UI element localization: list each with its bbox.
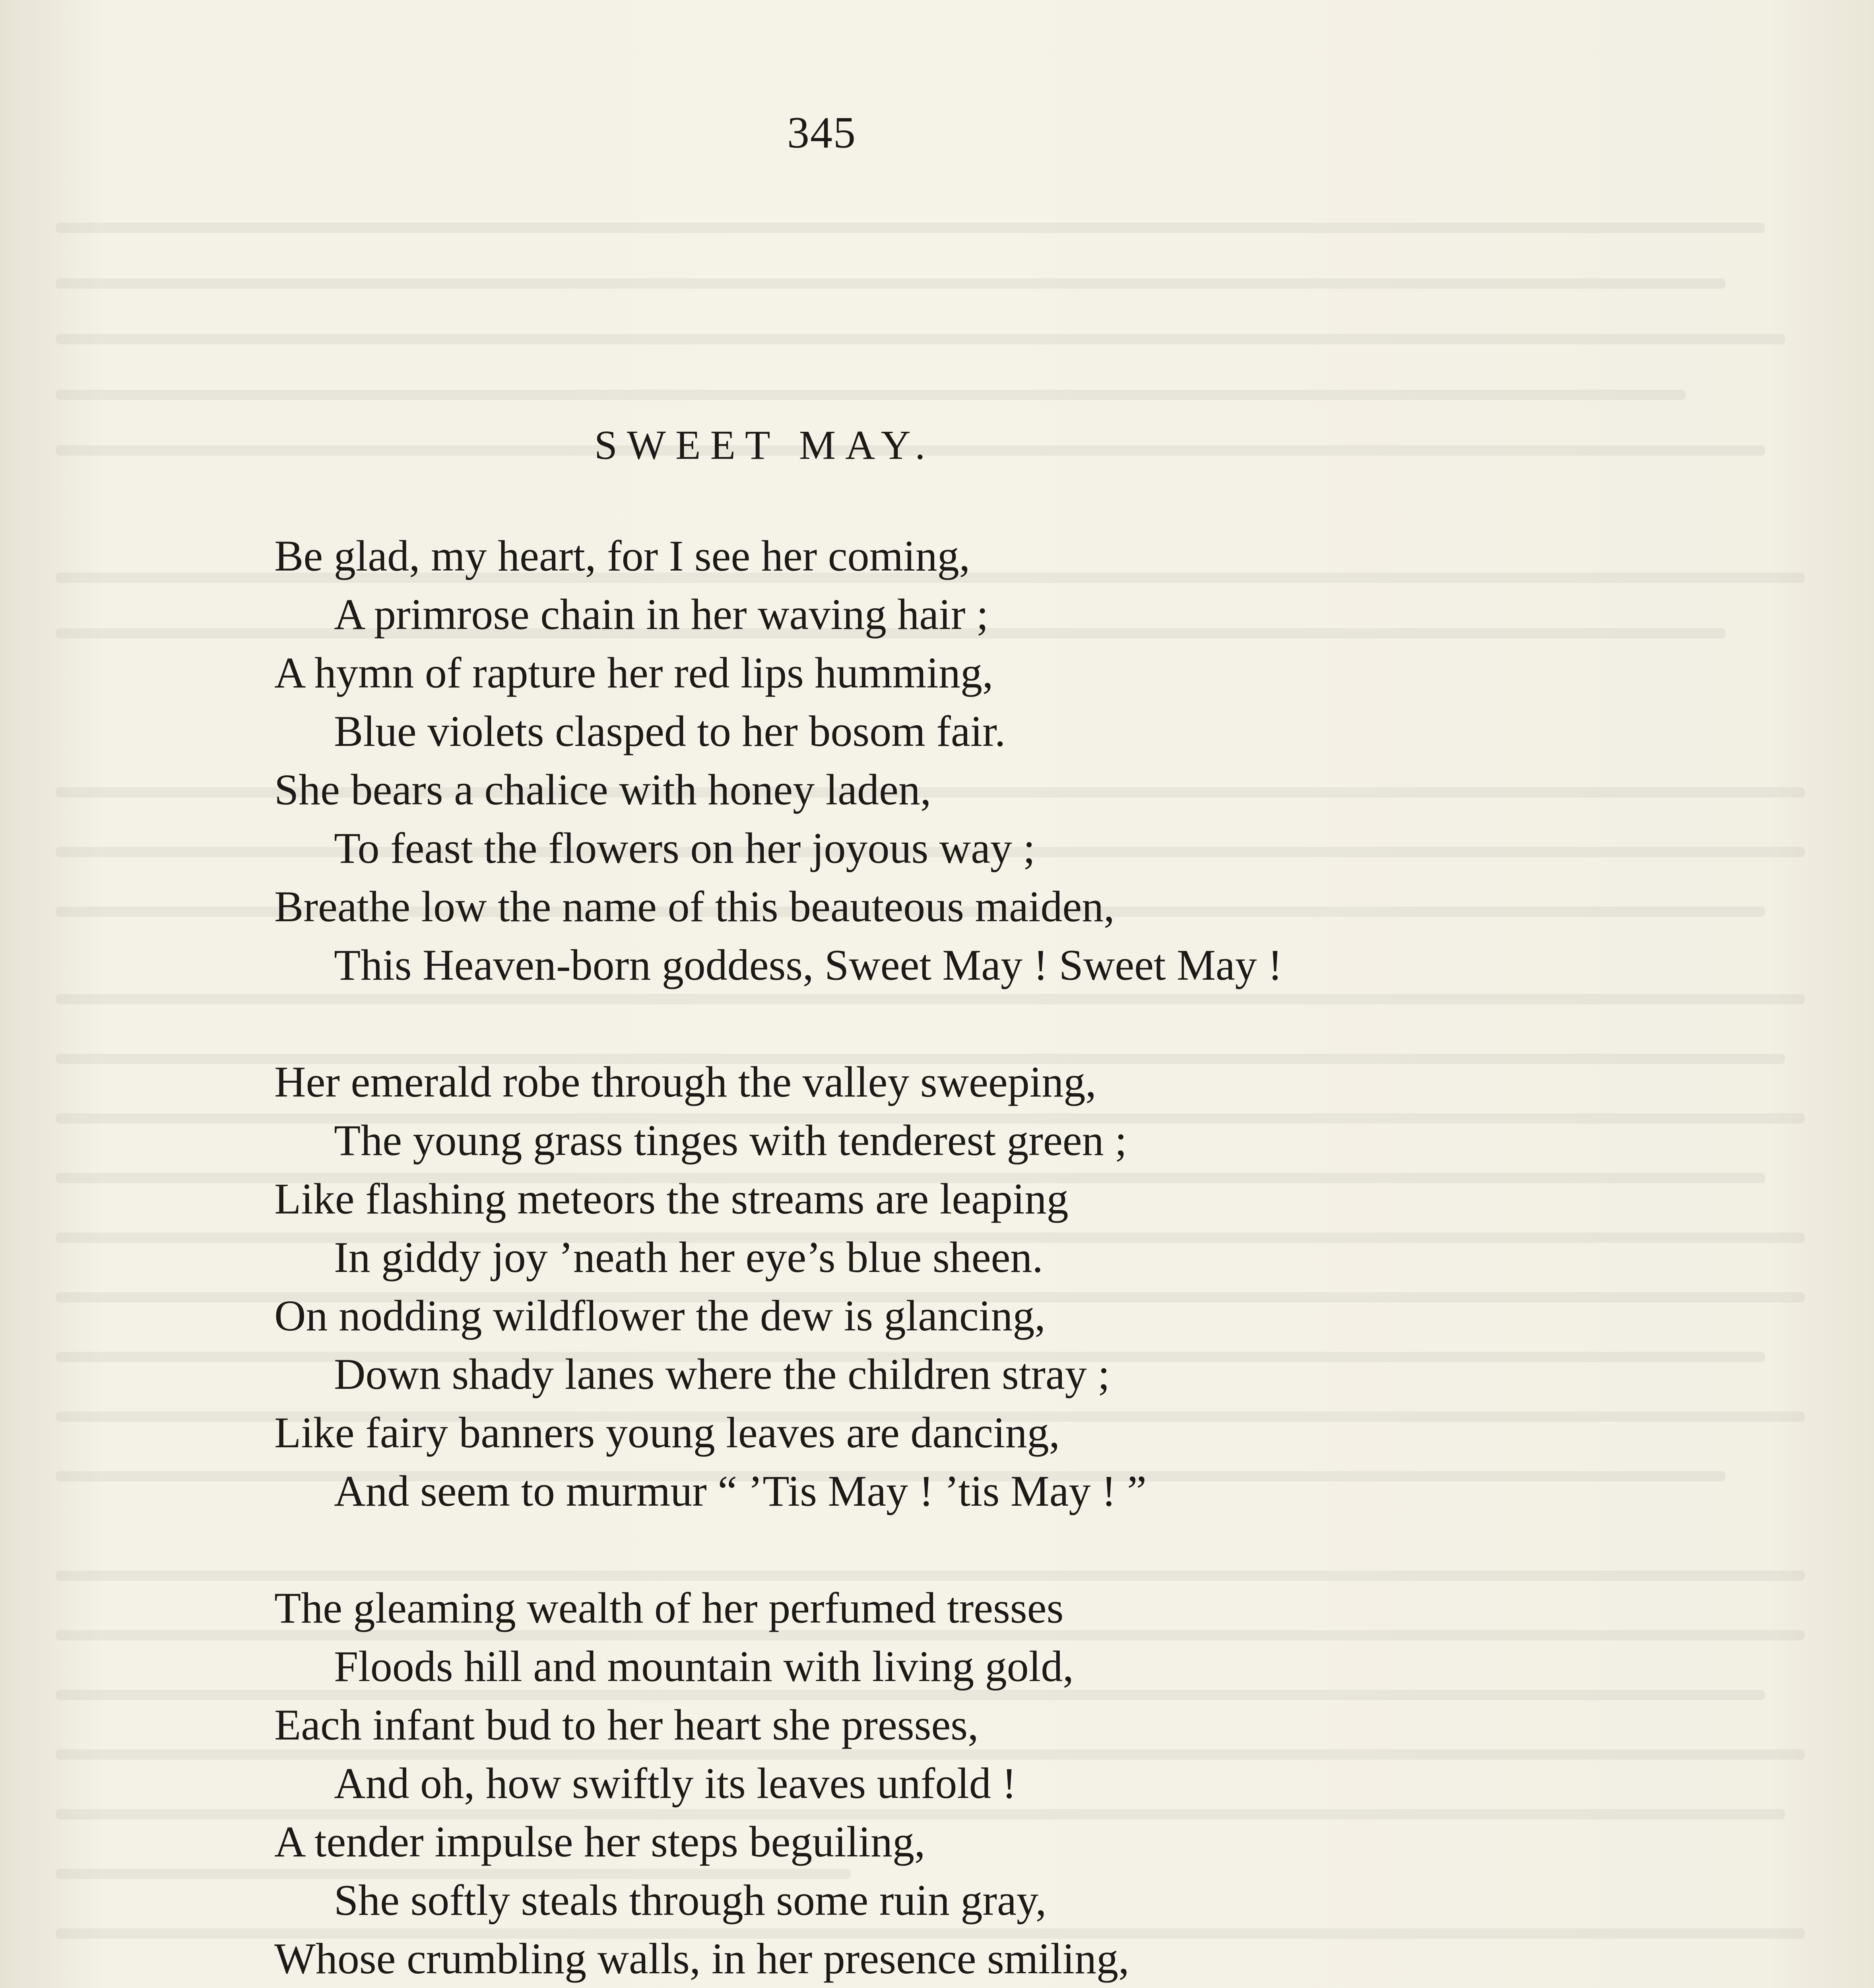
poem-body (274, 527, 1626, 1988)
poem-line: In giddy joy ’neath her eye’s blue sheen. (334, 1233, 1043, 1281)
page-number: 345 (787, 108, 856, 157)
poem-line: Down shady lanes where the children stray ; (334, 1350, 1110, 1398)
stanza-3 (274, 1579, 1626, 1988)
poem-line: Be glad, my heart, for I see her coming, (274, 532, 970, 580)
poem-line: Like flashing meteors the streams are leaping (274, 1175, 1069, 1223)
poem-line: A tender impulse her steps beguiling, (274, 1817, 925, 1866)
stanza-2 (274, 1053, 1626, 1520)
poem-line: She softly steals through some ruin gray, (334, 1876, 1047, 1924)
poem-line: Floods hill and mountain with living gold, (334, 1642, 1074, 1691)
poem-line: This Heaven-born goddess, Sweet May ! Sweet May ! (334, 941, 1282, 989)
poem-line: Breathe low the name of this beauteous maiden, (274, 882, 1115, 931)
poem-line: Like fairy banners young leaves are dancing, (274, 1408, 1060, 1457)
poem-line: On nodding wildflower the dew is glancing, (274, 1291, 1046, 1340)
poem-line: The young grass tinges with tenderest green ; (334, 1116, 1127, 1165)
poem-line: Whose crumbling walls, in her presence smiling, (274, 1934, 1129, 1983)
poem-line: And oh, how swiftly its leaves unfold ! (334, 1759, 1017, 1807)
poem-line: Each infant bud to her heart she presses, (274, 1701, 979, 1749)
poem-line: And seem to murmur “ ’Tis May ! ’tis May ! ” (334, 1467, 1147, 1515)
stanza-1 (274, 527, 1626, 994)
poem-title: SWEET MAY. (594, 422, 935, 468)
poem-line: A primrose chain in her waving hair ; (334, 590, 989, 639)
poem-line: Her emerald robe through the valley sweeping, (274, 1058, 1096, 1106)
poem-line: A hymn of rapture her red lips humming, (274, 648, 993, 697)
poem-line: She bears a chalice with honey laden, (274, 765, 931, 814)
poem-line: To feast the flowers on her joyous way ; (334, 824, 1036, 872)
poem-line: The gleaming wealth of her perfumed tresses (274, 1584, 1064, 1632)
poem-line: Blue violets clasped to her bosom fair. (334, 707, 1006, 755)
